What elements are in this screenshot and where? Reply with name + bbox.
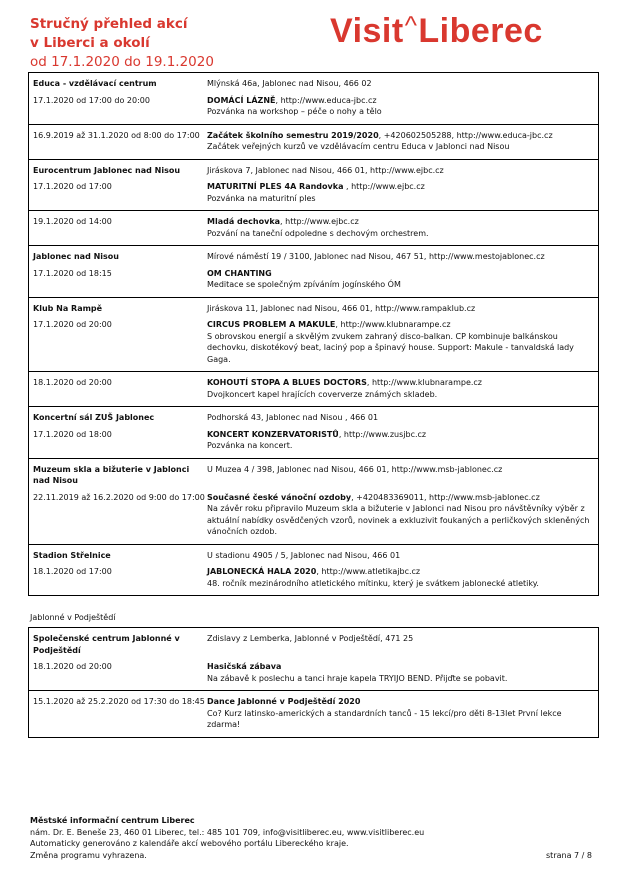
venue-address: U Muzea 4 / 398, Jablonec nad Nisou, 466 01, http://www.msb-jablonec.cz xyxy=(207,464,503,474)
venue-name: Educa - vzdělávací centrum xyxy=(33,79,157,88)
venue-name: Jablonec nad Nisou xyxy=(33,252,119,261)
date-range: od 17.1.2020 do 19.1.2020 xyxy=(30,54,214,70)
event-date: 18.1.2020 od 20:00 xyxy=(33,378,112,387)
event-contact: , http://www.klubnarampe.cz xyxy=(335,320,451,329)
event-title: OM CHANTING xyxy=(207,268,272,278)
event-title-line xyxy=(207,130,592,142)
event-date: 15.1.2020 až 25.2.2020 od 17:30 do 18:45 xyxy=(33,697,205,706)
event-title-line xyxy=(207,319,592,331)
event-block xyxy=(29,210,598,245)
event-title: Dance Jablonné v Podještědí 2020 xyxy=(207,697,361,706)
event-row xyxy=(29,566,598,595)
venue-address: Zdislavy z Lemberka, Jablonné v Podještědí, 471 25 xyxy=(207,634,414,643)
logo-text-liberec: Liberec xyxy=(418,12,543,50)
event-details xyxy=(207,429,598,452)
event-title-line xyxy=(207,566,592,578)
footer-note-changes: Změna programu vyhrazena. xyxy=(30,850,147,860)
event-description: S obrovskou energií a skvělým zvukem zahraný disco-balkan. CP kombinuje balkánskou dechovku, diskotékový beat, laciný pop a špinavý house. Support: Makule - tanvaldská lady Gaga. xyxy=(207,331,574,364)
event-title: Hasičská zábava xyxy=(207,662,282,671)
venue-block xyxy=(29,406,598,458)
event-row xyxy=(29,216,598,245)
event-description: 48. ročník mezinárodního atletického mítinku, který je svátkem jablonecké atletiky. xyxy=(207,578,539,588)
event-title: Mladá dechovka xyxy=(207,217,281,226)
venue-header xyxy=(29,407,598,429)
event-date: 19.1.2020 od 14:00 xyxy=(33,217,112,226)
event-title: DOMÁCÍ LÁZNĚ xyxy=(207,95,276,105)
venue-address: Jiráskova 7, Jablonec nad Nisou, 466 01, http://www.ejbc.cz xyxy=(207,165,444,175)
venue-header xyxy=(29,545,598,567)
visit-liberec-logo xyxy=(330,12,543,51)
footer-address: nám. Dr. E. Beneše 23, 460 01 Liberec, tel.: 485 101 709, info@visitliberec.eu, www.visitliberec.eu xyxy=(30,827,425,837)
event-title: MATURITNÍ PLES 4A Randovka xyxy=(207,182,344,191)
venue-name: Stadion Střelnice xyxy=(33,550,111,560)
event-contact: , http://www.atletikajbc.cz xyxy=(316,567,421,576)
event-block xyxy=(29,371,598,406)
venue-address: Jiráskova 11, Jablonec nad Nisou, 466 01, http://www.rampaklub.cz xyxy=(207,303,476,313)
event-description: Pozvání na taneční odpoledne s dechovým orchestrem. xyxy=(207,228,429,238)
venue-header xyxy=(29,73,598,95)
logo-caret: ^ xyxy=(404,10,418,40)
event-date: 17.1.2020 od 18:15 xyxy=(33,268,112,278)
venue-header xyxy=(29,459,598,492)
title-line-2: v Liberci a okolí xyxy=(30,35,150,51)
event-row xyxy=(29,429,598,458)
event-row xyxy=(29,319,598,371)
venue-header xyxy=(29,628,598,661)
event-date: 18.1.2020 od 20:00 xyxy=(33,662,112,671)
event-title-line xyxy=(207,216,592,228)
event-details xyxy=(207,661,598,684)
event-title: KONCERT KONZERVATORISTŮ xyxy=(207,429,339,439)
event-details xyxy=(207,130,598,153)
event-contact: , http://www.zusjbc.cz xyxy=(338,429,427,439)
event-row xyxy=(29,492,598,544)
event-row xyxy=(29,268,598,297)
event-title-line xyxy=(207,661,592,673)
venue-block xyxy=(29,73,598,124)
event-description: Dvojkoncert kapel hrajících coververze známých skladeb. xyxy=(207,389,438,399)
venue-header xyxy=(29,298,598,320)
event-title-line xyxy=(207,429,592,441)
event-row xyxy=(29,661,598,690)
footer-note-generated: Automaticky generováno z kalendáře akcí webového portálu Libereckého kraje. xyxy=(30,839,349,848)
venue-address: U stadionu 4905 / 5, Jablonec nad Nisou, 466 01 xyxy=(207,550,401,560)
venue-address: Mlýnská 46a, Jablonec nad Nisou, 466 02 xyxy=(207,79,372,88)
event-details xyxy=(207,566,598,589)
logo-text-visit: Visit xyxy=(330,12,404,50)
event-details xyxy=(207,95,598,118)
event-description: Na závěr roku připravilo Muzeum skla a bižuterie v Jablonci nad Nisou pro návštěvníky výběr z aktuální nabídky osvědčených vzorů, novinek a exkluzivit foukaných a perličkových skleněných vánočních ozdob. xyxy=(207,504,590,536)
footer-organization: Městské informační centrum Liberec xyxy=(30,816,195,825)
venue-header xyxy=(29,160,598,182)
document-title xyxy=(30,15,214,72)
event-title: CIRCUS PROBLEM A MAKULE xyxy=(207,320,336,329)
venue-name: Muzeum skla a bižuterie v Jablonci nad Nisou xyxy=(33,464,190,485)
event-details xyxy=(207,319,598,365)
event-title-line xyxy=(207,377,592,389)
event-details xyxy=(207,216,598,239)
event-description: Pozvánka na workshop – péče o nohy a tělo xyxy=(207,107,382,116)
event-description: Začátek veřejných kurzů ve vzdělávacím centru Educa v Jablonci nad Nisou xyxy=(207,142,510,151)
venue-block xyxy=(29,245,598,297)
event-contact: , http://www.klubnarampe.cz xyxy=(366,378,483,387)
event-details xyxy=(207,181,598,204)
venue-block xyxy=(29,544,598,596)
event-contact: , http://www.ejbc.cz xyxy=(343,182,425,191)
event-details xyxy=(207,492,598,538)
event-title: KOHOUTÍ STOPA A BLUES DOCTORS xyxy=(207,378,367,387)
venue-name: Klub Na Rampě xyxy=(33,303,103,313)
venue-block xyxy=(29,297,598,372)
page-number: strana 7 / 8 xyxy=(546,851,592,860)
event-title-line xyxy=(207,181,592,193)
event-title-line xyxy=(207,492,592,504)
event-details xyxy=(207,268,598,291)
event-details xyxy=(207,696,598,731)
event-date: 17.1.2020 od 17:00 xyxy=(33,182,112,191)
venue-name: Koncertní sál ZUŠ Jablonec xyxy=(33,413,155,422)
venue-name: Eurocentrum Jablonec nad Nisou xyxy=(33,165,181,175)
event-contact: , http://www.educa-jbc.cz xyxy=(275,95,377,105)
venue-name: Společenské centrum Jablonné v Podještědí xyxy=(33,634,180,655)
event-contact: , http://www.ejbc.cz xyxy=(280,217,359,226)
event-description: Pozvánka na koncert. xyxy=(207,441,293,450)
event-title: JABLONECKÁ HALA 2020 xyxy=(207,567,317,576)
event-row xyxy=(29,377,598,406)
event-row xyxy=(29,130,598,159)
event-title-line xyxy=(207,268,592,280)
events-table-jablonec xyxy=(28,72,599,596)
event-details xyxy=(207,377,598,400)
event-description: Pozvánka na maturitní ples xyxy=(207,193,316,203)
venue-block xyxy=(29,458,598,544)
footer xyxy=(30,815,424,861)
event-date: 18.1.2020 od 17:00 xyxy=(33,567,112,576)
event-block xyxy=(29,124,598,159)
events-table-jablonne xyxy=(28,627,599,738)
event-date: 16.9.2019 až 31.1.2020 od 8:00 do 17:00 xyxy=(33,130,200,140)
event-description: Co? Kurz latinsko-amerických a standardních tanců - 15 lekcí/pro děti 8-13let První lekce zdarma! xyxy=(207,708,562,729)
venue-address: Mírové náměstí 19 / 3100, Jablonec nad Nisou, 467 51, http://www.mestojablonec.cz xyxy=(207,252,545,261)
event-date: 17.1.2020 od 18:00 xyxy=(33,429,112,439)
venue-block xyxy=(29,159,598,211)
event-row xyxy=(29,181,598,210)
venue-address: Podhorská 43, Jablonec nad Nisou , 466 01 xyxy=(207,413,379,422)
venue-block xyxy=(29,628,598,690)
event-date: 17.1.2020 od 20:00 xyxy=(33,320,112,329)
event-description: Meditace se společným zpíváním jogínského ÓM xyxy=(207,280,401,289)
event-date: 17.1.2020 od 17:00 do 20:00 xyxy=(33,95,150,105)
event-title-line xyxy=(207,95,592,107)
event-title: Současné české vánoční ozdoby xyxy=(207,492,352,502)
event-block xyxy=(29,690,598,737)
section-title: Jablonné v Podještědí xyxy=(30,613,116,622)
event-row xyxy=(29,95,598,124)
event-row xyxy=(29,696,598,737)
event-title: Začátek školního semestru 2019/2020 xyxy=(207,130,379,140)
title-line-1: Stručný přehled akcí xyxy=(30,16,188,32)
event-description: Na zábavě k poslechu a tanci hraje kapela TRYIJO BEND. Přijďte se pobavit. xyxy=(207,673,508,683)
event-contact: , +420483369011, http://www.msb-jablonec.cz xyxy=(351,492,540,502)
event-contact: , +420602505288, http://www.educa-jbc.cz xyxy=(378,130,553,140)
event-date: 22.11.2019 až 16.2.2020 od 9:00 do 17:00 xyxy=(33,492,205,502)
event-title-line xyxy=(207,696,592,708)
venue-header xyxy=(29,246,598,268)
